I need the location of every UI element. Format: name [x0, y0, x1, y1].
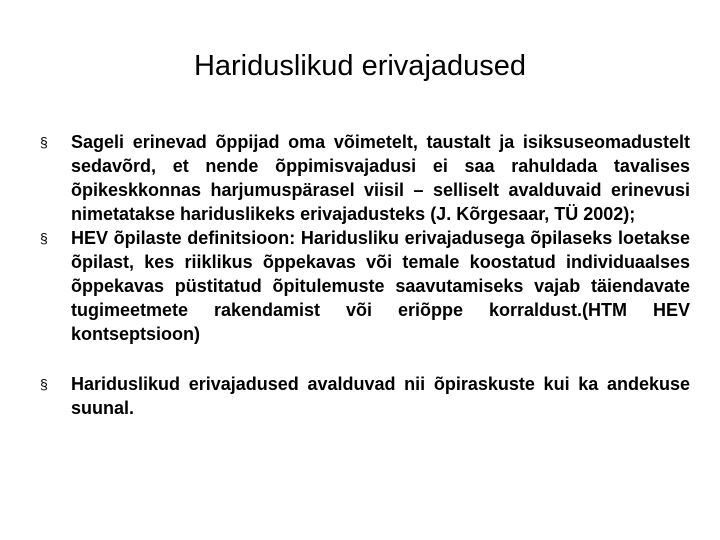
bullet-item-3 [40, 372, 690, 420]
bullet-text-1: Sageli erinevad õppijad oma võimetelt, taustalt ja isiksuseomadustelt sedavõrd, et nende õppimisvajadusi ei saa rahuldada tavalises õpikeskkonnas harjumuspärasel viisil – selliselt avalduvaid erinevusi nimetatakse hariduslikeks erivajadusteks (J. Kõrgesaar, TÜ 2002); [71, 132, 690, 224]
bullet-marker-icon: § [40, 376, 48, 392]
slide-title: Hariduslikud erivajadused [193, 50, 527, 82]
bullet-marker-icon: § [40, 230, 48, 246]
bullet-item-2 [40, 226, 690, 346]
bullet-text-2: HEV õpilaste definitsioon: Haridusliku erivajadusega õpilaseks loetakse õpilast, kes riiklikus õppekavas või temale koostatud individuaalses õppekavas püstitatud õpitulemuste saavutamiseks vajab täiendavate tugimeetmete rakendamist või eriõppe korraldust.(HTM HEV kontseptsioon) [71, 228, 690, 344]
bullet-text-3: Hariduslikud erivajadused avalduvad nii õpiraskuste kui ka andekuse suunal. [71, 374, 690, 418]
bullet-marker-icon: § [40, 134, 48, 150]
bullet-item-1 [40, 130, 690, 226]
bullet-list [40, 130, 690, 420]
